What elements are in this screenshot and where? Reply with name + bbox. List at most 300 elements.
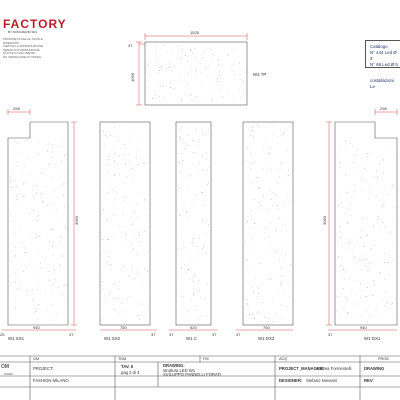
perforation-dot bbox=[248, 186, 249, 187]
perforation-dot bbox=[393, 156, 394, 157]
perforation-dot bbox=[193, 288, 194, 289]
perforation-dot bbox=[181, 58, 182, 59]
perforation-dot bbox=[258, 187, 259, 188]
perforation-dot bbox=[131, 217, 132, 218]
perforation-dot bbox=[384, 224, 385, 225]
perforation-dot bbox=[51, 229, 52, 230]
perforation-dot bbox=[269, 191, 270, 192]
perforation-dot bbox=[144, 162, 145, 163]
perforation-dot bbox=[217, 81, 218, 82]
tb-project-label: PROJECT: bbox=[33, 366, 54, 371]
perforation-dot bbox=[45, 186, 46, 187]
perforation-dot bbox=[186, 212, 187, 213]
perforation-dot bbox=[209, 167, 210, 168]
perforation-dot bbox=[11, 251, 12, 252]
perforation-dot bbox=[281, 282, 282, 283]
perforation-dot bbox=[355, 155, 356, 156]
perforation-dot bbox=[202, 57, 203, 58]
perforation-dot bbox=[137, 204, 138, 205]
perforation-dot bbox=[350, 143, 351, 144]
perforation-dot bbox=[187, 217, 188, 218]
dim-sx1-side-right: 37 bbox=[69, 332, 74, 337]
perforation-dot bbox=[235, 75, 236, 76]
perforation-dot bbox=[182, 305, 183, 306]
perforation-dot bbox=[343, 308, 344, 309]
perforation-dot bbox=[121, 268, 122, 269]
perforation-dots bbox=[245, 124, 291, 322]
perforation-dot bbox=[282, 163, 283, 164]
perforation-dot bbox=[220, 97, 221, 98]
perforation-dot bbox=[36, 311, 37, 312]
perforation-dot bbox=[191, 300, 192, 301]
perforation-dot bbox=[344, 279, 345, 280]
perforation-dot bbox=[355, 302, 356, 303]
perforation-dot bbox=[281, 245, 282, 246]
perforation-dot bbox=[147, 253, 148, 254]
perforation-dot bbox=[60, 241, 61, 242]
perforation-dot bbox=[66, 142, 67, 143]
perforation-dot bbox=[24, 252, 25, 253]
perforation-dot bbox=[184, 247, 185, 248]
perforation-dot bbox=[126, 316, 127, 317]
perforation-dot bbox=[192, 242, 193, 243]
perforation-dot bbox=[205, 232, 206, 233]
perforation-dot bbox=[345, 174, 346, 175]
perforation-dot bbox=[271, 199, 272, 200]
perforation-dot bbox=[15, 299, 16, 300]
perforation-dot bbox=[364, 168, 365, 169]
perforation-dot bbox=[251, 154, 252, 155]
perforation-dot bbox=[280, 163, 281, 164]
perforation-dot bbox=[252, 127, 253, 128]
perforation-dot bbox=[348, 208, 349, 209]
perforation-dot bbox=[145, 255, 146, 256]
perforation-dot bbox=[181, 277, 182, 278]
perforation-dot bbox=[52, 178, 53, 179]
dim-sx2-width: 750 bbox=[120, 325, 127, 330]
perforation-dot bbox=[380, 168, 381, 169]
perforation-dot bbox=[133, 248, 134, 249]
perforation-dot bbox=[181, 249, 182, 250]
perforation-dot bbox=[102, 281, 103, 282]
perforation-dot bbox=[219, 75, 220, 76]
perforation-dot bbox=[340, 192, 341, 193]
perforation-dot bbox=[284, 141, 285, 142]
perforation-dot bbox=[18, 166, 19, 167]
perforation-dot bbox=[342, 246, 343, 247]
perforation-dot bbox=[337, 296, 338, 297]
perforation-dot bbox=[278, 275, 279, 276]
panel-label-sx1: W1 SX1 bbox=[8, 336, 25, 341]
perforation-dot bbox=[190, 66, 191, 67]
perforation-dot bbox=[24, 252, 25, 253]
perforation-dot bbox=[279, 218, 280, 219]
perforation-dot bbox=[251, 220, 252, 221]
perforation-dot bbox=[188, 187, 189, 188]
perforation-dot bbox=[251, 248, 252, 249]
perforation-dot bbox=[65, 227, 66, 228]
perforation-dot bbox=[338, 153, 339, 154]
perforation-dot bbox=[374, 176, 375, 177]
perforation-dot bbox=[263, 196, 264, 197]
perforation-dot bbox=[179, 46, 180, 47]
perforation-dot bbox=[279, 259, 280, 260]
perforation-dot bbox=[138, 232, 139, 233]
tb-drawing-desc2: SVILUPPO PANNELLI FORATI bbox=[163, 372, 222, 377]
perforation-dot bbox=[252, 313, 253, 314]
perforation-dot bbox=[64, 285, 65, 286]
perforation-dot bbox=[263, 302, 264, 303]
perforation-dot bbox=[137, 306, 138, 307]
perforation-dot bbox=[60, 237, 61, 238]
panel-w1-dx1 bbox=[335, 122, 397, 325]
perforation-dot bbox=[201, 182, 202, 183]
perforation-dot bbox=[123, 311, 124, 312]
tb-drawing-label: DRAWING: bbox=[163, 363, 185, 368]
perforation-dot bbox=[376, 311, 377, 312]
perforation-dot bbox=[347, 312, 348, 313]
perforation-dot bbox=[192, 164, 193, 165]
perforation-dots bbox=[10, 140, 66, 321]
perforation-dot bbox=[266, 127, 267, 128]
perforation-dot bbox=[62, 294, 63, 295]
perforation-dot bbox=[177, 80, 178, 81]
perforation-dot bbox=[137, 255, 138, 256]
dim-sx1-side-left: 25 bbox=[0, 332, 5, 337]
perforation-dot bbox=[105, 145, 106, 146]
tb-pm-label: PROJECT_MANAGER: bbox=[279, 366, 325, 371]
perforation-dot bbox=[19, 190, 20, 191]
perforation-dot bbox=[137, 278, 138, 279]
perforation-dot bbox=[36, 289, 37, 290]
perforation-dot bbox=[340, 148, 341, 149]
perforation-dot bbox=[17, 276, 18, 277]
perforation-dot bbox=[192, 140, 193, 141]
perforation-dot bbox=[24, 167, 25, 168]
perforation-dot bbox=[350, 215, 351, 216]
perforation-dot bbox=[384, 279, 385, 280]
perforation-dot bbox=[41, 173, 42, 174]
perforation-dot bbox=[191, 94, 192, 95]
dim-dx2-side-left: 37 bbox=[236, 332, 241, 337]
perforation-dot bbox=[348, 243, 349, 244]
perforation-dot bbox=[10, 216, 11, 217]
perforation-dot bbox=[104, 298, 105, 299]
perforation-dot bbox=[265, 228, 266, 229]
perforation-dot bbox=[131, 171, 132, 172]
perforation-dot bbox=[11, 284, 12, 285]
perforation-dot bbox=[224, 85, 225, 86]
perforation-dot bbox=[285, 225, 286, 226]
perforation-dot bbox=[373, 226, 374, 227]
perforation-dot bbox=[121, 303, 122, 304]
perforation-dot bbox=[251, 135, 252, 136]
panel-outline bbox=[243, 122, 293, 325]
perforation-dot bbox=[186, 273, 187, 274]
perforation-dot bbox=[57, 287, 58, 288]
perforation-dot bbox=[164, 45, 165, 46]
perforation-dot bbox=[379, 229, 380, 230]
perforation-dot bbox=[177, 58, 178, 59]
perforation-dot bbox=[20, 153, 21, 154]
perforation-dot bbox=[195, 48, 196, 49]
perforation-dot bbox=[159, 67, 160, 68]
perforation-dot bbox=[188, 73, 189, 74]
perforation-dot bbox=[199, 290, 200, 291]
perforation-dot bbox=[208, 224, 209, 225]
perforation-dot bbox=[171, 70, 172, 71]
perforation-dot bbox=[150, 75, 151, 76]
perforation-dot bbox=[33, 209, 34, 210]
perforation-dot bbox=[45, 259, 46, 260]
perforation-dot bbox=[346, 149, 347, 150]
perforation-dot bbox=[273, 192, 274, 193]
panel-label-dx1: W1 DX1 bbox=[364, 336, 381, 341]
perforation-dot bbox=[26, 268, 27, 269]
perforation-dot bbox=[179, 233, 180, 234]
perforation-dot bbox=[391, 232, 392, 233]
perforation-dot bbox=[270, 245, 271, 246]
perforation-dot bbox=[134, 207, 135, 208]
perforation-dot bbox=[160, 86, 161, 87]
perforation-dot bbox=[387, 266, 388, 267]
perforation-dot bbox=[383, 172, 384, 173]
perforation-dot bbox=[49, 318, 50, 319]
perforation-dot bbox=[10, 177, 11, 178]
perforation-dot bbox=[268, 252, 269, 253]
perforation-dot bbox=[343, 288, 344, 289]
perforation-dot bbox=[116, 192, 117, 193]
perforation-dot bbox=[387, 301, 388, 302]
perforation-dot bbox=[379, 201, 380, 202]
perforation-dot bbox=[153, 66, 154, 67]
perforation-dot bbox=[393, 313, 394, 314]
perforation-dot bbox=[374, 245, 375, 246]
perforation-dot bbox=[126, 176, 127, 177]
perforation-dot bbox=[199, 163, 200, 164]
perforation-dot bbox=[38, 285, 39, 286]
perforation-dot bbox=[184, 264, 185, 265]
perforation-dot bbox=[263, 145, 264, 146]
perforation-dot bbox=[346, 167, 347, 168]
perforation-dot bbox=[257, 312, 258, 313]
perforation-dot bbox=[54, 320, 55, 321]
perforation-dot bbox=[356, 305, 357, 306]
perforation-dot bbox=[240, 74, 241, 75]
perforation-dot bbox=[37, 191, 38, 192]
perforation-dot bbox=[258, 311, 259, 312]
perforation-dot bbox=[146, 155, 147, 156]
perforation-dot bbox=[205, 299, 206, 300]
perforation-dot bbox=[234, 51, 235, 52]
perforation-dot bbox=[177, 46, 178, 47]
perforation-dot bbox=[137, 273, 138, 274]
perforation-dot bbox=[347, 249, 348, 250]
perforation-dot bbox=[179, 215, 180, 216]
perforation-dot bbox=[366, 310, 367, 311]
perforation-dot bbox=[16, 199, 17, 200]
perforation-dot bbox=[24, 247, 25, 248]
perforation-dot bbox=[136, 253, 137, 254]
perforation-dot bbox=[207, 76, 208, 77]
note-line: VIETATA LA RIPRODUZIONE bbox=[3, 44, 43, 49]
perforation-dot bbox=[114, 198, 115, 199]
perforation-dot bbox=[371, 248, 372, 249]
perforation-dot bbox=[62, 256, 63, 257]
perforation-dot bbox=[368, 198, 369, 199]
perforation-dot bbox=[288, 202, 289, 203]
perforation-dot bbox=[156, 49, 157, 50]
perforation-dot bbox=[193, 294, 194, 295]
perforation-dot bbox=[283, 290, 284, 291]
perforation-dot bbox=[350, 242, 351, 243]
perforation-dot bbox=[24, 196, 25, 197]
perforation-dot bbox=[282, 135, 283, 136]
perforation-dot bbox=[171, 48, 172, 49]
perforation-dot bbox=[61, 161, 62, 162]
perforation-dot bbox=[347, 301, 348, 302]
perforation-dot bbox=[361, 315, 362, 316]
perforation-dot bbox=[190, 259, 191, 260]
perforation-dot bbox=[158, 72, 159, 73]
perforation-dot bbox=[258, 208, 259, 209]
perforation-dot bbox=[379, 163, 380, 164]
perforation-dot bbox=[202, 170, 203, 171]
perforation-dot bbox=[19, 262, 20, 263]
perforation-dot bbox=[48, 248, 49, 249]
perforation-dot bbox=[14, 216, 15, 217]
perforation-dot bbox=[288, 175, 289, 176]
perforation-dot bbox=[187, 145, 188, 146]
perforation-dot bbox=[118, 298, 119, 299]
perforation-dot bbox=[105, 135, 106, 136]
perforation-dot bbox=[268, 321, 269, 322]
perforation-dot bbox=[59, 179, 60, 180]
perforation-dot bbox=[178, 154, 179, 155]
perforation-dot bbox=[63, 195, 64, 196]
perforation-dot bbox=[262, 284, 263, 285]
perforation-dot bbox=[137, 218, 138, 219]
perforation-dot bbox=[249, 314, 250, 315]
dim-dx1-height: 3060 bbox=[321, 216, 327, 225]
perforation-dot bbox=[112, 189, 113, 190]
perforation-dot bbox=[268, 313, 269, 314]
perforation-dot bbox=[54, 190, 55, 191]
perforation-dot bbox=[206, 68, 207, 69]
perforation-dot bbox=[103, 319, 104, 320]
perforation-dot bbox=[196, 306, 197, 307]
perforation-dot bbox=[64, 182, 65, 183]
perforation-dot bbox=[283, 133, 284, 134]
perforation-dot bbox=[109, 295, 110, 296]
perforation-dot bbox=[282, 223, 283, 224]
perforation-dot bbox=[277, 205, 278, 206]
perforation-dot bbox=[389, 252, 390, 253]
perforation-dot bbox=[108, 156, 109, 157]
perforation-dot bbox=[103, 131, 104, 132]
perforation-dot bbox=[238, 90, 239, 91]
perforation-dot bbox=[276, 251, 277, 252]
perforation-dot bbox=[245, 242, 246, 243]
perforation-dot bbox=[377, 179, 378, 180]
perforation-dot bbox=[196, 195, 197, 196]
perforation-dot bbox=[202, 97, 203, 98]
perforation-dot bbox=[183, 210, 184, 211]
tb-table-id: TAV. 6 bbox=[121, 364, 134, 369]
perforation-dot bbox=[59, 218, 60, 219]
perforation-dot bbox=[38, 304, 39, 305]
perforation-dot bbox=[195, 128, 196, 129]
perforation-dot bbox=[186, 143, 187, 144]
perforation-dot bbox=[15, 307, 16, 308]
perforation-dot bbox=[109, 159, 110, 160]
perforation-dot bbox=[272, 124, 273, 125]
perforation-dot bbox=[212, 99, 213, 100]
perforation-dot bbox=[19, 229, 20, 230]
perforation-dot bbox=[253, 124, 254, 125]
perforation-dot bbox=[36, 220, 37, 221]
perforation-dot bbox=[147, 215, 148, 216]
perforation-dot bbox=[134, 235, 135, 236]
perforation-dot bbox=[198, 172, 199, 173]
perforation-dot bbox=[389, 233, 390, 234]
perforation-dot bbox=[170, 61, 171, 62]
perforation-dot bbox=[338, 256, 339, 257]
perforation-dot bbox=[369, 305, 370, 306]
perforation-dot bbox=[190, 279, 191, 280]
perforation-dot bbox=[202, 73, 203, 74]
perforation-dot bbox=[202, 192, 203, 193]
perforation-dot bbox=[126, 239, 127, 240]
perforation-dot bbox=[354, 272, 355, 273]
perforation-dot bbox=[140, 160, 141, 161]
perforation-dot bbox=[171, 52, 172, 53]
perforation-dot bbox=[268, 171, 269, 172]
perforation-dot bbox=[120, 125, 121, 126]
perforation-dot bbox=[148, 88, 149, 89]
perforation-dot bbox=[340, 227, 341, 228]
perforation-dot bbox=[114, 175, 115, 176]
dim-dx2-width: 750 bbox=[263, 325, 270, 330]
perforation-dot bbox=[233, 72, 234, 73]
perforation-dot bbox=[11, 283, 12, 284]
perforation-dot bbox=[283, 207, 284, 208]
perforation-dot bbox=[186, 143, 187, 144]
panel-label-dx2: W1 DX2 bbox=[258, 336, 275, 341]
perforation-dot bbox=[392, 304, 393, 305]
perforation-dot bbox=[253, 227, 254, 228]
perforation-dot bbox=[65, 188, 66, 189]
perforation-dot bbox=[357, 149, 358, 150]
perforation-dot bbox=[32, 290, 33, 291]
perforation-dot bbox=[278, 208, 279, 209]
perforation-dot bbox=[139, 319, 140, 320]
perforation-dot bbox=[122, 320, 123, 321]
perforation-dot bbox=[378, 318, 379, 319]
perforation-dot bbox=[251, 182, 252, 183]
perforation-dot bbox=[49, 143, 50, 144]
perforation-dot bbox=[282, 203, 283, 204]
top-panel-outline bbox=[145, 42, 247, 105]
perforation-dot bbox=[265, 239, 266, 240]
perforation-dot bbox=[354, 246, 355, 247]
perforation-dot bbox=[14, 141, 15, 142]
perforation-dot bbox=[174, 65, 175, 66]
perforation-dot bbox=[285, 254, 286, 255]
tb-designer-name: Stefano Nonanni bbox=[306, 378, 338, 383]
perforation-dot bbox=[270, 279, 271, 280]
perforation-dot bbox=[156, 57, 157, 58]
